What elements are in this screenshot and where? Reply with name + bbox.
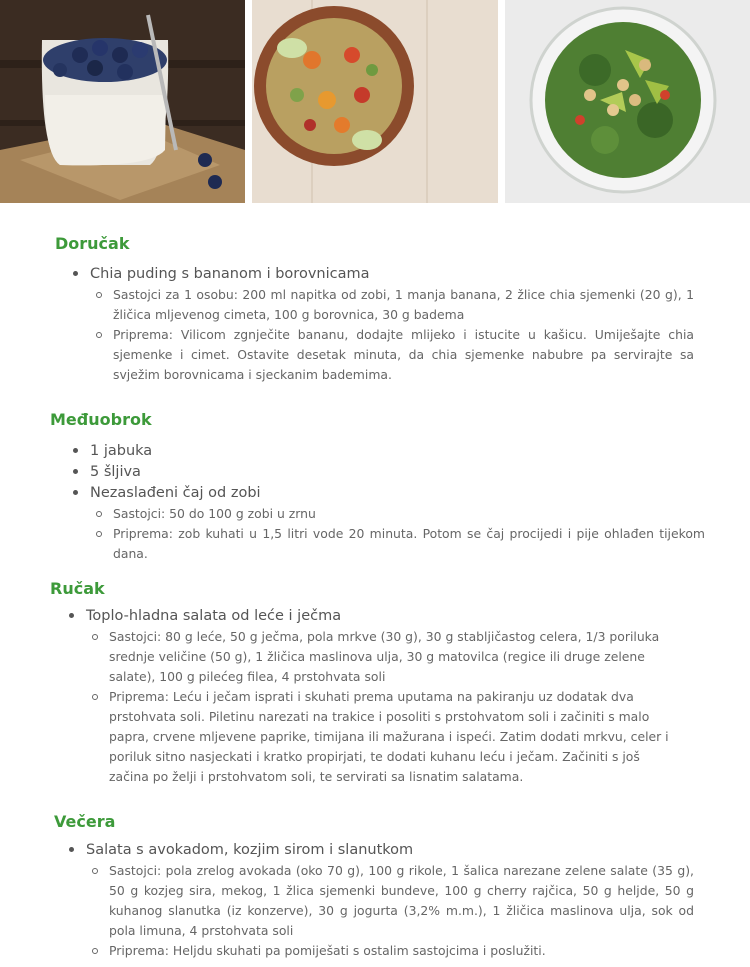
meal-name: Chia puding s bananom i borovnicama bbox=[90, 266, 370, 282]
chia-pudding-photo bbox=[0, 0, 245, 203]
list-item bbox=[90, 441, 705, 462]
preparation-text: Priprema: zob kuhati u 1,5 litri vode 20 minuta. Potom se čaj procijedi i pije ohlađen tijekom dana. bbox=[113, 524, 705, 564]
list-item bbox=[86, 606, 682, 787]
meal-details bbox=[109, 627, 682, 787]
list-item bbox=[90, 264, 694, 385]
snack-item-3: Nezaslađeni čaj od zobi bbox=[90, 485, 261, 501]
preparation-text: Priprema: Vilicom zgnječite bananu, dodajte mlijeko i istucite u kašicu. Umiješajte chia sjemenke i cimet. Ostavite desetak minuta, da chia sjemenke nabubre pa servirajte sa svježim borovnicama i sjeckanim bademima. bbox=[113, 325, 694, 385]
lunch-list bbox=[86, 606, 682, 787]
section-title-breakfast: Doručak bbox=[55, 234, 130, 253]
ingredients-text: Sastojci: pola zrelog avokada (oko 70 g), 100 g rikole, 1 šalica narezane zelene salate (35 g), 50 g kozjeg sira, mekog, 1 žlica sjemenki bundeve, 100 g cherry rajčica, 50 g heljde, 50 g kuhanog slanutka (iz konzerve), 30 g jogurta (3,2% m.m.), 1 žličica maslinova ulja, sok od pola limuna, 4 prstohvata soli bbox=[109, 861, 694, 941]
meal-details bbox=[113, 285, 694, 385]
ingredients-text: Sastojci za 1 osobu: 200 ml napitka od zobi, 1 manja banana, 2 žlice chia sjemenki (20 g), 1 žličica mljevenog cimeta, 100 g borovnica, 30 g badema bbox=[113, 285, 694, 325]
list-item bbox=[90, 462, 705, 483]
list-item bbox=[86, 840, 694, 961]
section-title-snack: Međuobrok bbox=[50, 410, 152, 429]
snack-list bbox=[90, 441, 705, 564]
meal-name: Toplo-hladna salata od leće i ječma bbox=[86, 608, 342, 624]
snack-details bbox=[113, 504, 705, 564]
ingredients-text: Sastojci: 50 do 100 g zobi u zrnu bbox=[113, 504, 705, 524]
preparation-text: Priprema: Leću i ječam isprati i skuhati prema uputama na pakiranju uz dodatak dva prstohvata soli. Piletinu narezati na trakice i posoliti s prstohvatom soli i začiniti s malo papra, crvene mljevene paprike, timijana ili mažurana i ispeći. Zatim dodati mrkvu, celer i poriluk sitno nasjeckati i kratko propirjati, te dodati kuhanu leću i ječam. Začiniti s još začina po želji i prstohvatom soli, te servirati sa lisnatim salatama. bbox=[109, 687, 682, 787]
ingredients-text: Sastojci: 80 g leće, 50 g ječma, pola mrkve (30 g), 30 g stabljičastog celera, 1/3 poriluka srednje veličine (50 g), 1 žličica maslinova ulja, 30 g matovilca (regice ili druge zelene salate), 100 g pilećeg filea, 4 prstohvata soli bbox=[109, 627, 682, 687]
snack-item-1: 1 jabuka bbox=[90, 443, 153, 459]
breakfast-list bbox=[90, 264, 694, 385]
meal-details bbox=[109, 861, 694, 961]
preparation-text: Priprema: Heljdu skuhati pa pomiješati s ostalim sastojcima i poslužiti. bbox=[109, 941, 694, 961]
avocado-chickpea-salad-photo bbox=[505, 0, 750, 203]
snack-item-2: 5 šljiva bbox=[90, 464, 141, 480]
section-title-lunch: Ručak bbox=[50, 579, 105, 598]
list-item bbox=[90, 483, 705, 564]
photo-strip bbox=[0, 0, 750, 203]
meal-name: Salata s avokadom, kozjim sirom i slanutkom bbox=[86, 842, 414, 858]
section-title-dinner: Večera bbox=[54, 812, 116, 831]
lentil-salad-photo bbox=[252, 0, 498, 203]
dinner-list bbox=[86, 840, 694, 961]
